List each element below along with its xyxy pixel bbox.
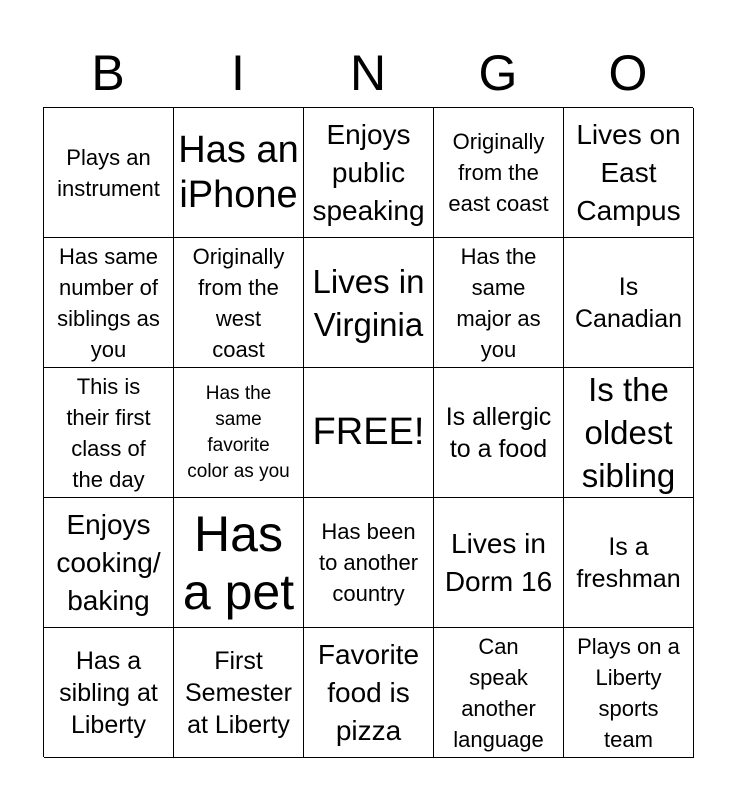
cell-label: Favorite food is pizza: [317, 638, 420, 746]
bingo-cell[interactable]: [174, 108, 304, 238]
cell-label: Has the same favorite color as you: [187, 382, 290, 482]
bingo-cell[interactable]: [564, 498, 694, 628]
header-letter-o: O: [608, 45, 648, 101]
header-letter-i: I: [231, 45, 245, 101]
cell-label: Lives in Virginia: [312, 262, 425, 343]
cell-label: Has a sibling at Liberty: [59, 646, 158, 739]
bingo-cell[interactable]: [564, 238, 694, 368]
bingo-cell[interactable]: [174, 238, 304, 368]
cell-label: Is a freshman: [576, 532, 681, 593]
cell-label: Is the oldest sibling: [581, 371, 676, 494]
header-letter-g: G: [478, 45, 518, 101]
bingo-cell[interactable]: [564, 108, 694, 238]
cell-label: Is allergic to a food: [445, 402, 552, 463]
cell-label: Lives in Dorm 16: [444, 527, 553, 597]
bingo-cell[interactable]: [44, 498, 174, 628]
bingo-cell[interactable]: [304, 238, 434, 368]
bingo-cell[interactable]: [434, 108, 564, 238]
cell-label: Originally from the west coast: [192, 243, 285, 362]
cell-label: This is their first class of the day: [66, 373, 151, 492]
cell-label: Originally from the east coast: [448, 129, 549, 216]
free-space-label: FREE!: [312, 411, 425, 453]
bingo-cell[interactable]: [44, 108, 174, 238]
cell-label: Enjoys public speaking: [312, 118, 425, 226]
cell-label: Has same number of siblings as you: [57, 243, 160, 362]
cell-label: Plays on a Liberty sports team: [577, 633, 680, 752]
cell-label: Is Canadian: [574, 272, 683, 333]
bingo-cell[interactable]: [44, 368, 174, 498]
cell-label: Has an iPhone: [178, 128, 299, 216]
bingo-cell[interactable]: [44, 238, 174, 368]
bingo-cell[interactable]: [564, 628, 694, 758]
cell-label: Plays an instrument: [57, 144, 160, 201]
cell-label: Has the same major as you: [456, 243, 541, 362]
bingo-board: [43, 107, 693, 757]
bingo-cell[interactable]: [434, 628, 564, 758]
bingo-cell[interactable]: [174, 498, 304, 628]
bingo-cell[interactable]: [174, 368, 304, 498]
bingo-cell[interactable]: [434, 498, 564, 628]
bingo-header: [43, 42, 693, 104]
bingo-cell[interactable]: [304, 628, 434, 758]
bingo-cell[interactable]: [434, 238, 564, 368]
cell-label: First Semester at Liberty: [185, 646, 292, 739]
bingo-cell[interactable]: [434, 368, 564, 498]
cell-label: Lives on East Campus: [576, 118, 681, 226]
header-letter-b: B: [91, 45, 125, 101]
free-space[interactable]: [304, 368, 434, 498]
cell-label: Has a pet: [182, 505, 295, 620]
bingo-cell[interactable]: [44, 628, 174, 758]
cell-label: Enjoys cooking/ baking: [56, 508, 161, 616]
header-letter-n: N: [349, 45, 387, 101]
bingo-cell[interactable]: [174, 628, 304, 758]
bingo-cell[interactable]: [304, 498, 434, 628]
cell-label: Has been to another country: [318, 519, 419, 606]
cell-label: Can speak another language: [453, 633, 544, 752]
bingo-cell[interactable]: [564, 368, 694, 498]
bingo-cell[interactable]: [304, 108, 434, 238]
